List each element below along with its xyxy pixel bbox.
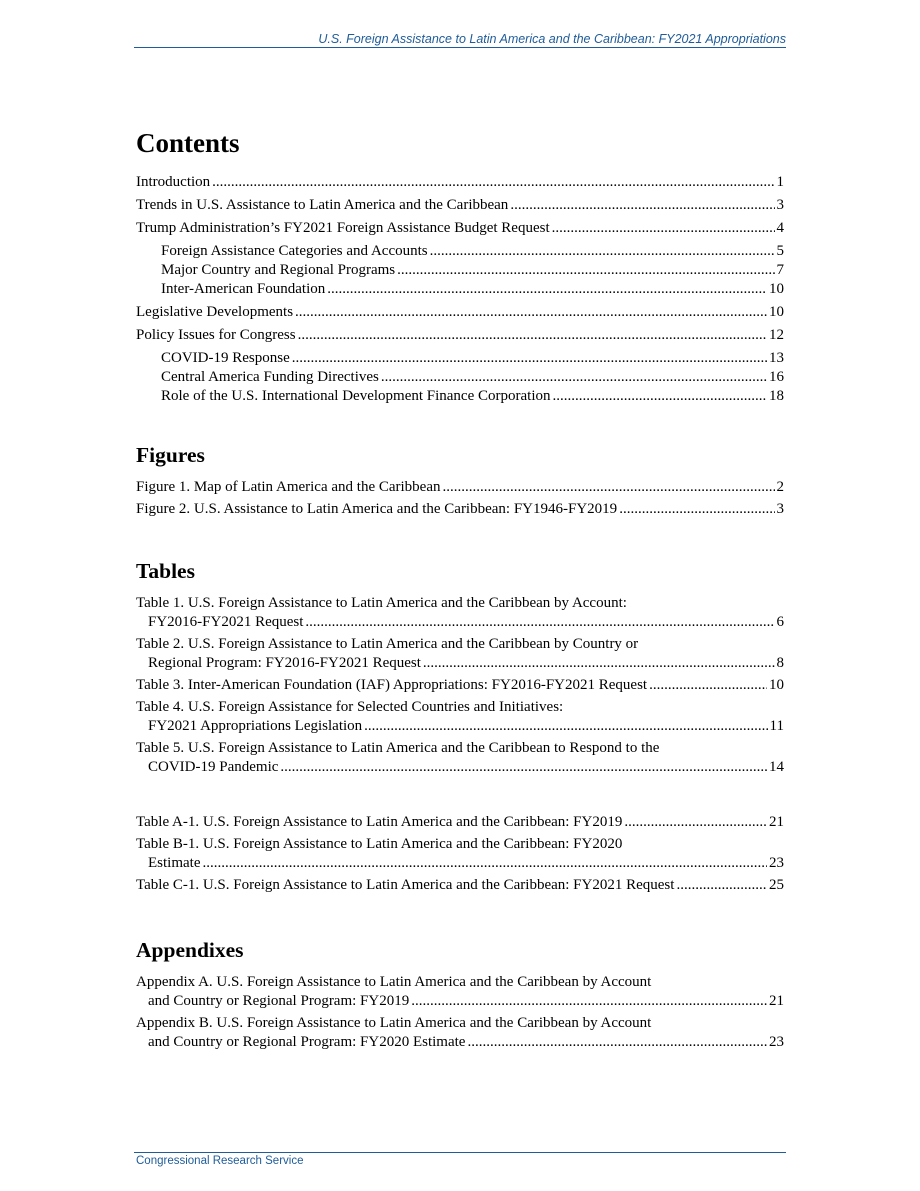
toc-entry-title: Table A-1. U.S. Foreign Assistance to Latin America and the Caribbean: FY2019: [136, 814, 623, 830]
dot-leader: [430, 242, 775, 261]
table-entry-b1[interactable]: [136, 835, 784, 873]
table-entry-1[interactable]: [136, 594, 784, 632]
dot-leader: [298, 326, 767, 345]
dot-leader: [203, 854, 768, 873]
appendix-entry-b[interactable]: [136, 1014, 784, 1052]
toc-entry-title: Trump Administration’s FY2021 Foreign Assistance Budget Request: [136, 220, 550, 236]
toc-entry-dfc[interactable]: [136, 387, 784, 406]
table-entry-a1[interactable]: [136, 813, 784, 832]
dot-leader: [397, 261, 774, 280]
header-divider: [134, 47, 786, 48]
contents-list: [136, 173, 784, 406]
toc-entry-title: Appendix B. U.S. Foreign Assistance to Latin America and the Caribbean by Account: [136, 1015, 652, 1031]
toc-entry-trends[interactable]: [136, 196, 784, 215]
toc-entry-iaf[interactable]: [136, 280, 784, 299]
dot-leader: [364, 717, 767, 736]
toc-page-number: 13: [769, 350, 784, 366]
toc-entry-policy-issues[interactable]: [136, 326, 784, 345]
table-entry-c1[interactable]: [136, 876, 784, 895]
toc-entry-title: Table 4. U.S. Foreign Assistance for Selected Countries and Initiatives:: [136, 699, 564, 715]
toc-entry-title: Table 5. U.S. Foreign Assistance to Latin America and the Caribbean to Respond to the: [136, 740, 660, 756]
toc-entry-title: Trends in U.S. Assistance to Latin America and the Caribbean: [136, 197, 509, 213]
appendix-entry-a[interactable]: [136, 973, 784, 1011]
dot-leader: [212, 173, 774, 192]
toc-entry-title-continued: and Country or Regional Program: FY2019: [148, 993, 410, 1009]
table-entry-5[interactable]: [136, 739, 784, 777]
dot-leader: [381, 368, 767, 387]
toc-page-number: 4: [776, 220, 784, 236]
footer-organization: Congressional Research Service: [136, 1155, 304, 1167]
dot-leader: [619, 500, 774, 519]
contents-heading: Contents: [136, 128, 240, 158]
toc-entry-title: Table 1. U.S. Foreign Assistance to Latin America and the Caribbean by Account:: [136, 595, 627, 611]
toc-entry-title: Appendix A. U.S. Foreign Assistance to Latin America and the Caribbean by Account: [136, 974, 652, 990]
toc-entry-covid-response[interactable]: [136, 349, 784, 368]
toc-entry-title: Central America Funding Directives: [161, 369, 379, 385]
toc-entry-country-programs[interactable]: [136, 261, 784, 280]
toc-page-number: 11: [769, 718, 784, 734]
figures-section: [136, 442, 784, 519]
tables-list: [136, 594, 784, 777]
appendixes-heading: Appendixes: [136, 938, 244, 962]
toc-entry-title-continued: Estimate: [148, 855, 201, 871]
toc-entry-title: Table C-1. U.S. Foreign Assistance to Latin America and the Caribbean: FY2021 Request: [136, 877, 675, 893]
toc-entry-title: Table 3. Inter-American Foundation (IAF) Appropriations: FY2016-FY2021 Request: [136, 677, 648, 693]
toc-page-number: 10: [769, 304, 784, 320]
toc-entry-title-continued: COVID-19 Pandemic: [148, 759, 279, 775]
toc-entry-title: Policy Issues for Congress: [136, 327, 296, 343]
figure-entry-2[interactable]: [136, 500, 784, 519]
appendixes-section: [136, 937, 784, 1052]
toc-page-number: 6: [776, 614, 784, 630]
toc-page-number: 7: [776, 262, 784, 278]
running-header-title: U.S. Foreign Assistance to Latin America and the Caribbean: FY2021 Appropriations: [318, 32, 786, 46]
toc-entry-legislative[interactable]: [136, 303, 784, 322]
toc-entry-title: Foreign Assistance Categories and Accounts: [161, 243, 428, 259]
toc-entry-title: COVID-19 Response: [161, 350, 290, 366]
toc-entry-categories-accounts[interactable]: [136, 242, 784, 261]
toc-entry-title: Inter-American Foundation: [161, 281, 326, 297]
dot-leader: [553, 387, 768, 406]
toc-entry-budget-request[interactable]: [136, 219, 784, 238]
table-entry-2[interactable]: [136, 635, 784, 673]
dot-leader: [624, 813, 767, 832]
dot-leader: [327, 280, 767, 299]
toc-entry-title-continued: Regional Program: FY2016-FY2021 Request: [148, 655, 421, 671]
dot-leader: [305, 613, 774, 632]
toc-page-number: 12: [769, 327, 784, 343]
toc-page-number: 21: [769, 993, 784, 1009]
dot-leader: [295, 303, 767, 322]
table-entry-4[interactable]: [136, 698, 784, 736]
appendixes-list: [136, 973, 784, 1052]
dot-leader: [649, 676, 767, 695]
toc-page-number: 10: [769, 677, 784, 693]
toc-page-number: 5: [776, 243, 784, 259]
toc-entry-title: Major Country and Regional Programs: [161, 262, 396, 278]
table-entry-3[interactable]: [136, 676, 784, 695]
toc-entry-title-continued: and Country or Regional Program: FY2020 Estimate: [148, 1034, 466, 1050]
toc-page-number: 18: [769, 388, 784, 404]
toc-page-number: 3: [776, 197, 784, 213]
toc-page-number: 16: [769, 369, 784, 385]
toc-entry-introduction[interactable]: [136, 173, 784, 192]
tables-section: [136, 558, 784, 895]
toc-entry-title: Legislative Developments: [136, 304, 294, 320]
toc-entry-central-america[interactable]: [136, 368, 784, 387]
figures-heading: Figures: [136, 443, 205, 467]
toc-page-number: 25: [769, 877, 784, 893]
toc-entry-title: Figure 2. U.S. Assistance to Latin America and the Caribbean: FY1946-FY2019: [136, 501, 618, 517]
toc-entry-title-continued: FY2016-FY2021 Request: [148, 614, 304, 630]
toc-entry-title: Role of the U.S. International Development Finance Corporation: [161, 388, 551, 404]
toc-page-number: 10: [769, 281, 784, 297]
toc-entry-title-continued: FY2021 Appropriations Legislation: [148, 718, 363, 734]
toc-page-number: 3: [776, 501, 784, 517]
toc-page-number: 21: [769, 814, 784, 830]
toc-entry-title: Introduction: [136, 174, 211, 190]
dot-leader: [510, 196, 774, 215]
toc-page-number: 23: [769, 1034, 784, 1050]
dot-leader: [443, 478, 775, 497]
toc-page-number: 23: [769, 855, 784, 871]
dot-leader: [676, 876, 767, 895]
toc-page-number: 2: [776, 479, 784, 495]
appendix-tables-list: [136, 813, 784, 895]
toc-entry-title: Table B-1. U.S. Foreign Assistance to Latin America and the Caribbean: FY2020: [136, 836, 623, 852]
footer-divider: [134, 1152, 786, 1153]
contents-section: [136, 127, 784, 406]
tables-heading: Tables: [136, 559, 195, 583]
toc-entry-title: Figure 1. Map of Latin America and the Caribbean: [136, 479, 441, 495]
dot-leader: [423, 654, 775, 673]
dot-leader: [280, 758, 767, 777]
toc-page-number: 8: [776, 655, 784, 671]
figure-entry-1[interactable]: [136, 478, 784, 497]
dot-leader: [411, 992, 767, 1011]
figures-list: [136, 478, 784, 519]
toc-page-number: 1: [776, 174, 784, 190]
dot-leader: [292, 349, 767, 368]
toc-page-number: 14: [769, 759, 784, 775]
dot-leader: [552, 219, 775, 238]
dot-leader: [467, 1033, 767, 1052]
toc-entry-title: Table 2. U.S. Foreign Assistance to Latin America and the Caribbean by Country or: [136, 636, 639, 652]
